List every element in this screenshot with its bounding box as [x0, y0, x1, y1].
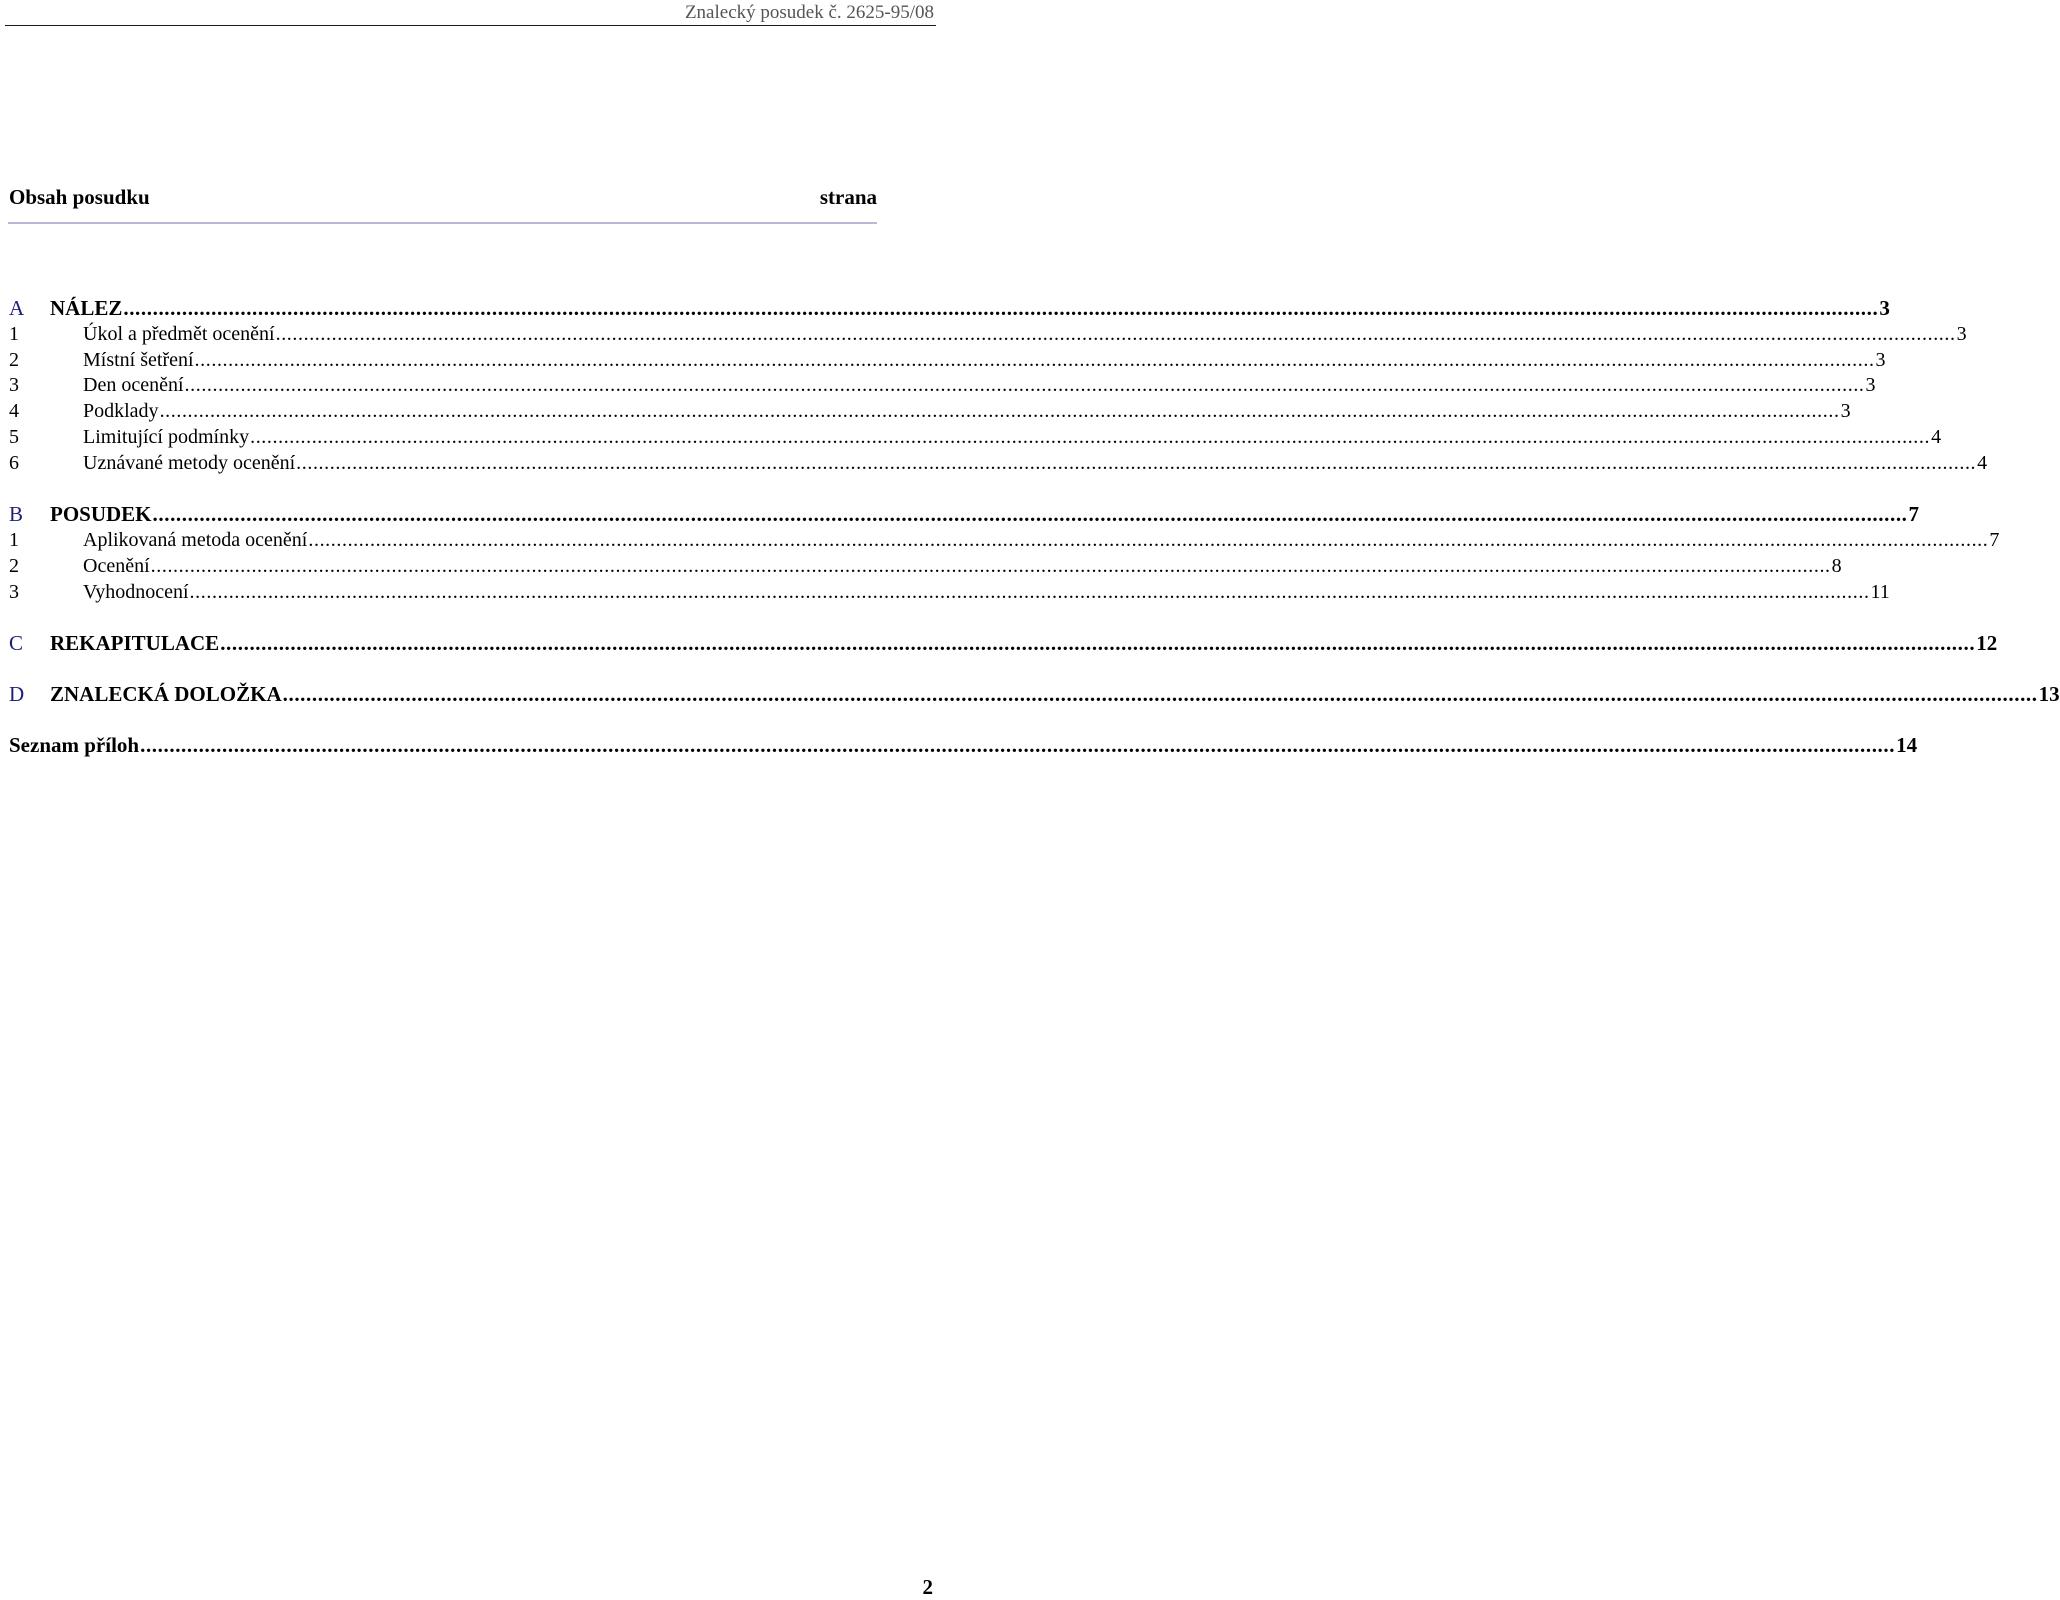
toc-dot-leader: ............................................................................................................................................................................................................................................................................................................ [159, 400, 1840, 422]
toc-title: Obsah posudku [9, 185, 150, 209]
toc-entry-page: 11 [1870, 581, 1890, 603]
toc-entry-page: 4 [1977, 452, 1988, 474]
toc-heading-bar [8, 182, 877, 224]
toc-entry-number: 1 [9, 529, 19, 551]
toc-dot-leader: ............................................................................................................................................................................................................................................................................................................ [275, 323, 1956, 345]
toc-dot-leader: ............................................................................................................................................................................................................................................................................................................ [123, 296, 1879, 320]
toc-entry-number: 6 [9, 452, 19, 474]
toc-entry-page: 7 [1989, 529, 2000, 551]
toc-entry-page: 12 [1976, 631, 1998, 655]
toc-entry-title: Místní šetření [83, 349, 194, 371]
document-reference: Znalecký posudek č. 2625-95/08 [684, 2, 934, 23]
toc-dot-leader: ............................................................................................................................................................................................................................................................................................................ [250, 426, 1931, 448]
toc-entry-number: B [9, 502, 24, 526]
toc-entry-title: ZNALECKÁ DOLOŽKA [50, 682, 282, 706]
toc-entry-number: A [9, 296, 25, 320]
toc-entry-page: 4 [1931, 426, 1942, 448]
toc-entry-title: Den ocenění [83, 374, 184, 396]
toc-entry[interactable] [9, 295, 1890, 321]
toc-entry-number: C [9, 631, 24, 655]
toc-dot-leader: ............................................................................................................................................................................................................................................................................................................ [308, 529, 1989, 551]
toc-entry-title: POSUDEK [50, 502, 152, 526]
toc-entry-title: Aplikovaná metoda ocenění [83, 529, 308, 551]
toc-dot-leader: ............................................................................................................................................................................................................................................................................................................ [282, 682, 2038, 706]
toc-entry-page: 3 [1879, 296, 1890, 320]
toc-entry-page: 3 [1956, 323, 1967, 345]
toc-entry-title: REKAPITULACE [50, 631, 220, 655]
toc-entry-title: Úkol a předmět ocenění [83, 323, 275, 345]
toc-entry-number: 4 [9, 400, 19, 422]
toc-entry-number: 5 [9, 426, 19, 448]
toc-dot-leader: ............................................................................................................................................................................................................................................................................................................ [140, 733, 1896, 757]
toc-entry-title: Podklady [83, 400, 159, 422]
toc-entry[interactable] [9, 579, 1890, 605]
toc-entry[interactable] [9, 321, 1967, 347]
toc-entry[interactable] [9, 450, 1988, 476]
toc-entry-page: 13 [2038, 682, 2060, 706]
toc-dot-leader: ............................................................................................................................................................................................................................................................................................................ [150, 555, 1831, 577]
toc-entry-title: NÁLEZ [50, 296, 123, 320]
toc-entry-page: 3 [1840, 400, 1851, 422]
toc-entry-page: 14 [1896, 733, 1918, 757]
toc-dot-leader: ............................................................................................................................................................................................................................................................................................................ [220, 631, 1976, 655]
toc-entry-title: Vyhodnocení [83, 581, 189, 603]
toc-entry[interactable] [9, 424, 1942, 450]
toc-dot-leader: ............................................................................................................................................................................................................................................................................................................ [296, 452, 1977, 474]
toc-entry[interactable] [9, 527, 2000, 553]
toc-entry-title: Uznávané metody ocenění [83, 452, 296, 474]
toc-entry[interactable] [9, 347, 1886, 373]
page-number: 2 [922, 1575, 933, 1599]
running-header [5, 0, 936, 26]
toc-entry-page: 8 [1831, 555, 1842, 577]
toc-entry[interactable] [9, 681, 2060, 707]
toc-entry-title: Seznam příloh [9, 733, 140, 757]
toc-entry-number: 2 [9, 349, 19, 371]
toc-dot-leader: ............................................................................................................................................................................................................................................................................................................ [184, 374, 1865, 396]
toc-entry-number: 3 [9, 581, 19, 603]
toc-entry-number: 2 [9, 555, 19, 577]
toc-entry-title: Limitující podmínky [83, 426, 250, 448]
toc-entry[interactable] [9, 372, 1876, 398]
toc-dot-leader: ............................................................................................................................................................................................................................................................................................................ [152, 502, 1908, 526]
toc-entry-page: 3 [1875, 349, 1886, 371]
toc-entry[interactable] [9, 732, 1918, 758]
toc-entry[interactable] [9, 553, 1842, 579]
toc-entry[interactable] [9, 398, 1851, 424]
toc-dot-leader: ............................................................................................................................................................................................................................................................................................................ [189, 581, 1870, 603]
toc-entry-page: 3 [1865, 374, 1876, 396]
toc-entry-number: D [9, 682, 25, 706]
toc-entry-number: 3 [9, 374, 19, 396]
toc-entry-page: 7 [1908, 502, 1920, 526]
toc-entry[interactable] [9, 630, 1998, 656]
page-column-label: strana [819, 185, 877, 209]
toc-dot-leader: ............................................................................................................................................................................................................................................................................................................ [194, 349, 1875, 371]
toc-entry[interactable] [9, 501, 1920, 527]
toc-entry-number: 1 [9, 323, 19, 345]
toc-entry-title: Ocenění [83, 555, 150, 577]
